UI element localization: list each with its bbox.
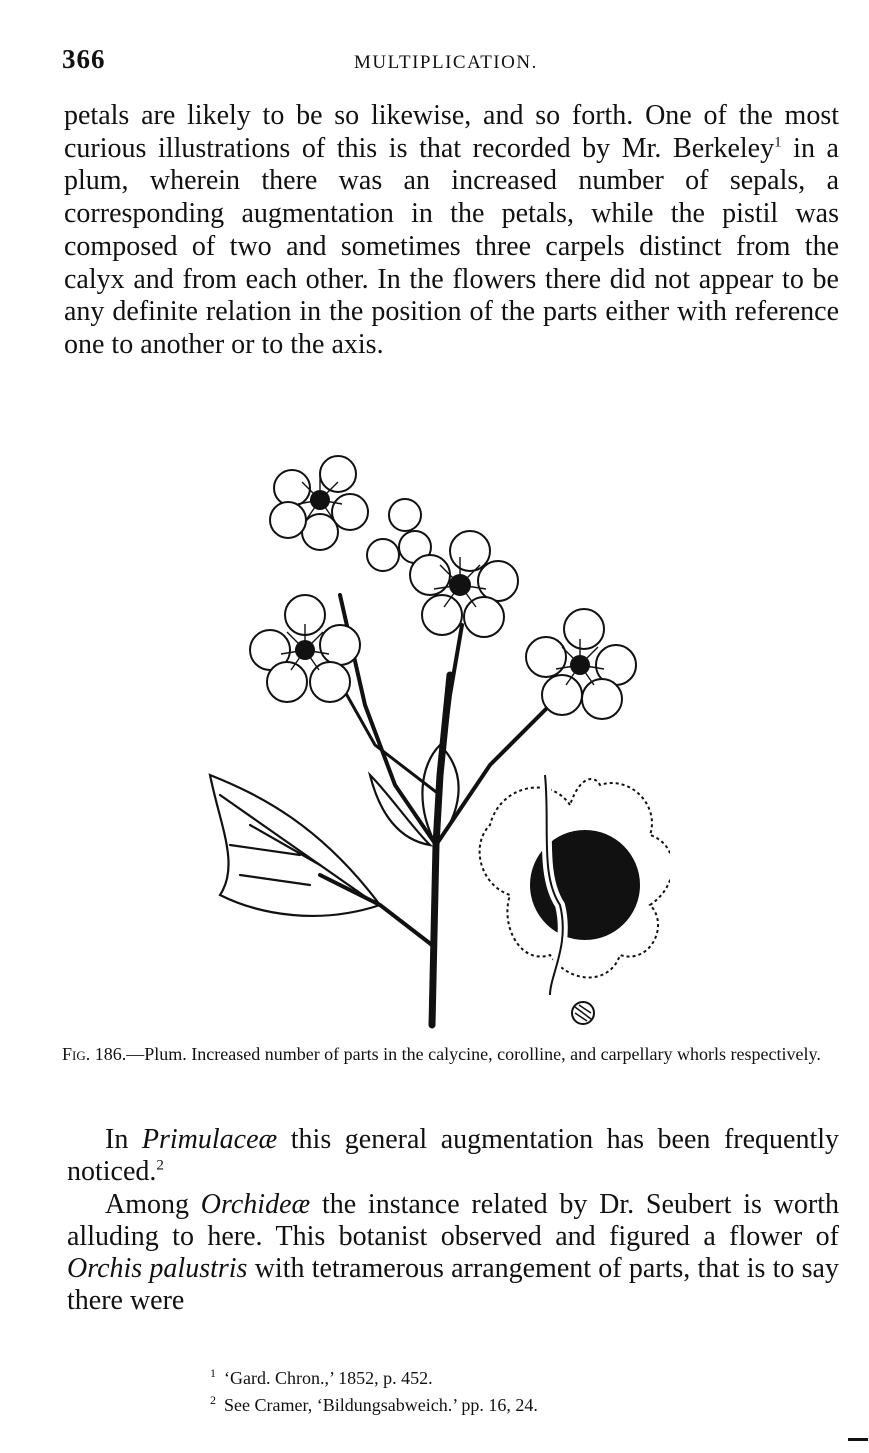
footnote-2-mark: 2 xyxy=(210,1393,216,1407)
paragraph-1-text-b: in a plum, wherein there was an increased number of sepals, a corresponding augmentation in the petals, while the pistil was composed of two and sometimes three carpels distinct from the calyx and from each other. In the flowers there did not appear to be any definite relation in the position of the parts either with reference one to another or to the axis. xyxy=(64,132,839,360)
paragraph-2-orchis-palustris: Orchis palustris xyxy=(67,1253,248,1285)
paragraph-2-orchideae: Orchideæ xyxy=(200,1188,311,1220)
paragraph-2-text-c: Among xyxy=(105,1188,201,1220)
page-number: 366 xyxy=(62,44,106,74)
paragraph-2 xyxy=(67,1124,839,1318)
running-header xyxy=(62,44,842,80)
footnote-1 xyxy=(210,1362,810,1389)
figure-186 xyxy=(200,445,670,1035)
paragraph-2-text-a: In xyxy=(105,1124,142,1155)
paragraph-2-text-e: with tetramerous arrangement of parts, that is to say there were xyxy=(67,1253,839,1317)
footnote-ref-1[interactable]: 1 xyxy=(774,134,782,151)
figure-caption xyxy=(62,1042,840,1066)
paragraph-2-primulaceae: Primulaceæ xyxy=(141,1124,278,1155)
running-head-title: MULTIPLICATION. xyxy=(354,52,538,73)
paragraph-2-text-d: the instance related by Dr. Seubert is worth alluding to here. This botanist observed and figured a flower of xyxy=(67,1188,839,1252)
paragraph-1 xyxy=(64,100,839,362)
footnote-1-text: ‘Gard. Chron.,’ 1852, p. 452. xyxy=(224,1368,433,1388)
paragraph-1-text-a: petals are likely to be so likewise, and so forth. One of the most curious illustrations of this is that recorded by Mr. Berkeley xyxy=(64,100,839,164)
footnote-ref-2[interactable]: 2 xyxy=(156,1157,164,1174)
page-edge-mark xyxy=(848,1438,868,1441)
figure-caption-text: —Plum. Increased number of parts in the calycine, corolline, and carpellary whorls respectively. xyxy=(126,1044,821,1064)
footnotes xyxy=(210,1362,810,1416)
figure-caption-label: Fig. 186. xyxy=(62,1044,127,1064)
plum-flower-illustration-icon xyxy=(200,445,670,1035)
footnote-1-mark: 1 xyxy=(210,1366,216,1380)
footnote-2 xyxy=(210,1389,810,1416)
footnote-2-text: See Cramer, ‘Bildungsabweich.’ pp. 16, 24. xyxy=(224,1395,538,1415)
paragraph-2-text-b: this general augmentation has been frequently noticed. xyxy=(67,1124,840,1188)
